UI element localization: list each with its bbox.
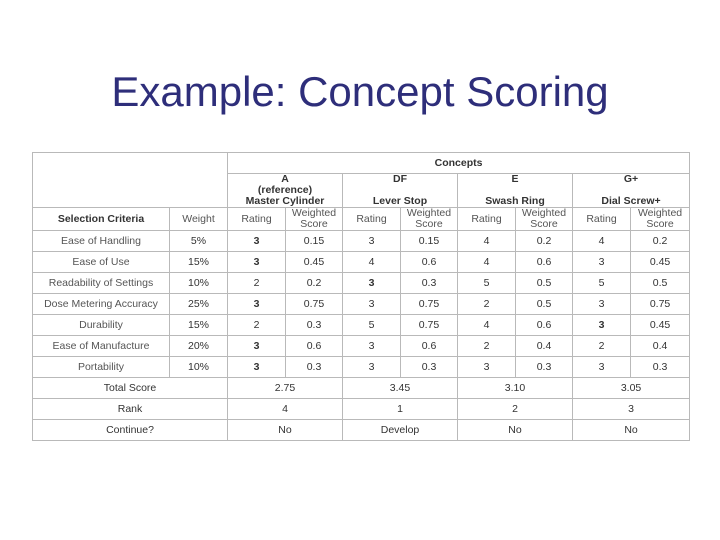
weight-cell: 15% — [170, 252, 228, 273]
weighted-score-cell: 0.3 — [286, 315, 343, 336]
rating-cell: 3 — [228, 231, 286, 252]
weighted-score-cell: 0.5 — [516, 273, 573, 294]
concept-name: Swash Ring — [485, 195, 545, 207]
selection-criteria-header: Selection Criteria — [33, 208, 170, 231]
rating-cell: 5 — [343, 315, 401, 336]
table-row — [33, 357, 690, 378]
concept-df-header — [343, 174, 458, 208]
criterion-label: Portability — [33, 357, 170, 378]
weighted-score-cell: 0.4 — [631, 336, 690, 357]
weight-cell: 15% — [170, 315, 228, 336]
rating-cell: 3 — [343, 336, 401, 357]
criterion-label: Ease of Use — [33, 252, 170, 273]
weighted-score-cell: 0.75 — [401, 294, 458, 315]
rating-header: Rating — [228, 208, 286, 231]
continue-label: Continue? — [33, 420, 228, 441]
weighted-score-cell: 0.3 — [631, 357, 690, 378]
criterion-label: Ease of Handling — [33, 231, 170, 252]
weighted-score-cell: 0.45 — [631, 315, 690, 336]
weighted-score-line1: Weighted — [291, 207, 337, 219]
weighted-score-cell: 0.6 — [401, 252, 458, 273]
weight-cell: 10% — [170, 273, 228, 294]
weighted-score-cell: 0.2 — [631, 231, 690, 252]
rating-cell: 4 — [458, 252, 516, 273]
table-row — [33, 231, 690, 252]
rating-cell: 2 — [573, 336, 631, 357]
table-row — [33, 336, 690, 357]
weighted-score-cell: 0.75 — [401, 315, 458, 336]
rating-cell: 3 — [228, 294, 286, 315]
weighted-score-header — [631, 208, 690, 231]
concept-letter: DF — [393, 173, 407, 185]
criterion-label: Durability — [33, 315, 170, 336]
weight-cell: 5% — [170, 231, 228, 252]
rating-cell: 4 — [573, 231, 631, 252]
rating-cell: 3 — [458, 357, 516, 378]
column-headers-row — [33, 208, 690, 231]
summary-row-rank — [33, 399, 690, 420]
weighted-score-cell: 0.15 — [401, 231, 458, 252]
total-score-cell: 3.05 — [573, 378, 690, 399]
concept-note: (reference) — [257, 184, 313, 196]
weighted-score-line1: Weighted — [406, 207, 452, 219]
rating-header: Rating — [573, 208, 631, 231]
rating-cell: 3 — [228, 336, 286, 357]
rating-cell: 3 — [573, 315, 631, 336]
weighted-score-cell: 0.2 — [286, 273, 343, 294]
weight-header: Weight — [170, 208, 228, 231]
criterion-label: Readability of Settings — [33, 273, 170, 294]
weighted-score-line2: Score — [415, 218, 443, 230]
concept-a-header — [228, 174, 343, 208]
weighted-score-cell: 0.45 — [286, 252, 343, 273]
weighted-score-cell: 0.5 — [516, 294, 573, 315]
slide-title: Example: Concept Scoring — [111, 68, 609, 115]
rank-cell: 3 — [573, 399, 690, 420]
rating-cell: 3 — [343, 231, 401, 252]
rating-cell: 5 — [458, 273, 516, 294]
table-row — [33, 273, 690, 294]
table-row — [33, 252, 690, 273]
weighted-score-header — [286, 208, 343, 231]
rating-cell: 3 — [228, 252, 286, 273]
weighted-score-cell: 0.6 — [516, 252, 573, 273]
concepts-header: Concepts — [228, 153, 690, 174]
continue-cell: No — [458, 420, 573, 441]
concept-letter: A — [281, 173, 289, 185]
weight-cell: 20% — [170, 336, 228, 357]
rating-cell: 3 — [573, 294, 631, 315]
weighted-score-line1: Weighted — [637, 207, 683, 219]
weighted-score-cell: 0.2 — [516, 231, 573, 252]
concept-scoring-table — [32, 152, 690, 441]
concept-letter: G+ — [623, 173, 639, 185]
weighted-score-cell: 0.75 — [286, 294, 343, 315]
rating-cell: 3 — [343, 273, 401, 294]
concept-name: Lever Stop — [372, 195, 428, 207]
weighted-score-line2: Score — [646, 218, 674, 230]
concepts-header-row — [33, 153, 690, 174]
weighted-score-line2: Score — [300, 218, 328, 230]
total-score-label: Total Score — [33, 378, 228, 399]
weighted-score-header — [401, 208, 458, 231]
top-left-blank-cell — [33, 153, 228, 208]
weighted-score-cell: 0.75 — [631, 294, 690, 315]
rating-cell: 3 — [343, 294, 401, 315]
rank-cell: 2 — [458, 399, 573, 420]
rating-cell: 3 — [573, 252, 631, 273]
weighted-score-cell: 0.3 — [516, 357, 573, 378]
weighted-score-cell: 0.3 — [401, 357, 458, 378]
rating-cell: 2 — [458, 336, 516, 357]
continue-cell: No — [573, 420, 690, 441]
weighted-score-line2: Score — [530, 218, 558, 230]
weighted-score-line1: Weighted — [521, 207, 567, 219]
rank-cell: 1 — [343, 399, 458, 420]
weight-cell: 25% — [170, 294, 228, 315]
weighted-score-cell: 0.4 — [516, 336, 573, 357]
rating-cell: 4 — [458, 231, 516, 252]
continue-cell: No — [228, 420, 343, 441]
total-score-cell: 3.10 — [458, 378, 573, 399]
concept-gplus-header — [573, 174, 690, 208]
summary-row-continue — [33, 420, 690, 441]
concept-name: Dial Screw+ — [601, 195, 661, 207]
concept-name: Master Cylinder — [245, 195, 325, 207]
summary-row-total-score — [33, 378, 690, 399]
total-score-cell: 2.75 — [228, 378, 343, 399]
criterion-label: Dose Metering Accuracy — [33, 294, 170, 315]
rating-cell: 4 — [458, 315, 516, 336]
rating-cell: 2 — [228, 315, 286, 336]
table-row — [33, 294, 690, 315]
rating-cell: 5 — [573, 273, 631, 294]
weighted-score-cell: 0.45 — [631, 252, 690, 273]
weighted-score-cell: 0.5 — [631, 273, 690, 294]
weighted-score-cell: 0.3 — [286, 357, 343, 378]
rank-cell: 4 — [228, 399, 343, 420]
table-row — [33, 315, 690, 336]
weighted-score-cell: 0.15 — [286, 231, 343, 252]
weighted-score-header — [516, 208, 573, 231]
weighted-score-cell: 0.6 — [401, 336, 458, 357]
rating-header: Rating — [458, 208, 516, 231]
criterion-label: Ease of Manufacture — [33, 336, 170, 357]
weighted-score-cell: 0.6 — [286, 336, 343, 357]
rating-cell: 4 — [343, 252, 401, 273]
rating-cell: 2 — [228, 273, 286, 294]
weight-cell: 10% — [170, 357, 228, 378]
rating-cell: 3 — [343, 357, 401, 378]
weighted-score-cell: 0.6 — [516, 315, 573, 336]
concept-e-header — [458, 174, 573, 208]
concept-letter: E — [511, 173, 519, 185]
weighted-score-cell: 0.3 — [401, 273, 458, 294]
rank-label: Rank — [33, 399, 228, 420]
rating-cell: 3 — [228, 357, 286, 378]
total-score-cell: 3.45 — [343, 378, 458, 399]
rating-cell: 2 — [458, 294, 516, 315]
rating-header: Rating — [343, 208, 401, 231]
rating-cell: 3 — [573, 357, 631, 378]
continue-cell: Develop — [343, 420, 458, 441]
